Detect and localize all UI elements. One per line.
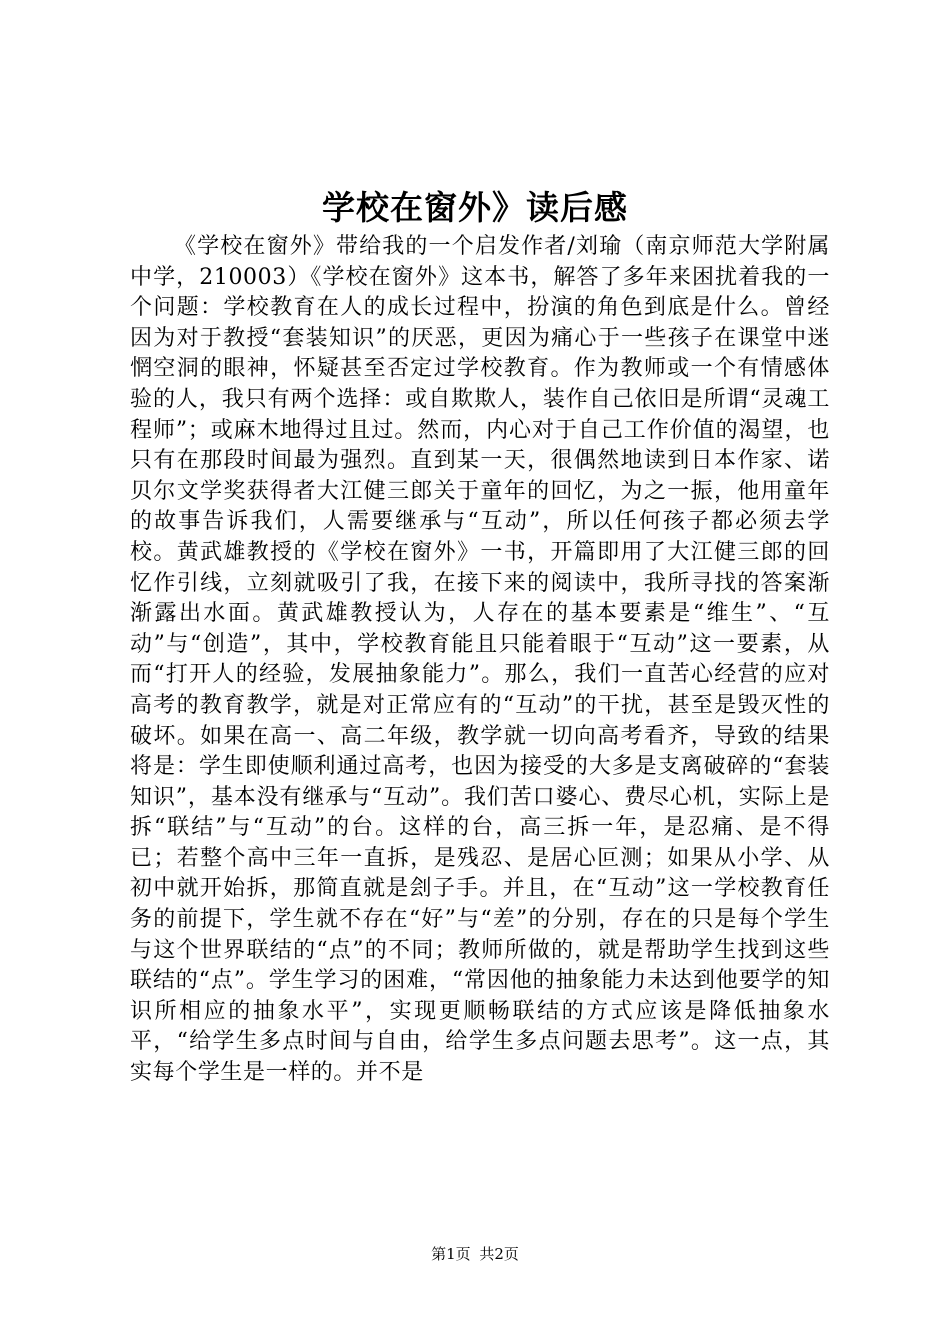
document-body: 《学校在窗外》带给我的一个启发作者/刘瑜（南京师范大学附属中学，210003）《学校在窗外》这本书，解答了多年来困扰着我的一个问题：学校教育在人的成长过程中，扮演的角色到底是什么。曾经因为对于教授“套装知识”的厌恶，更因为痛心于一些孩子在课堂中迷惘空洞的眼神，怀疑甚至否定过学校教育。作为教师或一个有情感体验的人，我只有两个选择：或自欺欺人，装作自己依旧是所谓“灵魂工程师”；或麻木地得过且过。然而，内心对于自己工作价值的渴望，也只有在那段时间最为强烈。直到某一天，很偶然地读到日本作家、诺贝尔文学奖获得者大江健三郎关于童年的回忆，为之一振，他用童年的故事告诉我们，人需要继承与“互动”，所以任何孩子都必须去学校。黄武雄教授的《学校在窗外》一书，开篇即用了大江健三郎的回忆作引线，立刻就吸引了我，在接下来的阅读中，我所寻找的答案渐渐露出水面。黄武雄教授认为，人存在的基本要素是“维生”、“互动”与“创造”，其中，学校教育能且只能着眼于“互动”这一要素，从而“打开人的经验，发展抽象能力”。那么，我们一直苦心经营的应对高考的教育教学，就是对正常应有的“互动”的干扰，甚至是毁灭性的破坏。如果在高一、高二年级，教学就一切向高考看齐，导致的结果将是：学生即使顺利通过高考，也因为接受的大多是支离破碎的“套装知识”，基本没有继承与“互动”。我们苦口婆心、费尽心机，实际上是拆“联结”与“互动”的台。这样的台，高三拆一年，是忍痛、是不得已；若整个高中三年一直拆，是残忍、是居心叵测；如果从小学、从初中就开始拆，那简直就是刽子手。并且，在“互动”这一学校教育任务的前提下，学生就不存在“好”与“差”的分别，存在的只是每个学生与这个世界联结的“点”的不同；教师所做的，就是帮助学生找到这些联结的“点”。学生学习的困难，“常因他的抽象能力未达到他要学的知识所相应的抽象水平”，实现更顺畅联结的方式应该是降低抽象水平，“给学生多点时间与自由，给学生多点问题去思考”。这一点，其实每个学生是一样的。并不是 — [130, 234, 830, 1086]
page-footer — [0, 1244, 950, 1264]
page-number: 第1页 — [431, 1245, 471, 1263]
page-total: 共2页 — [479, 1245, 519, 1263]
document-title: 学校在窗外》读后感 — [322, 188, 628, 227]
